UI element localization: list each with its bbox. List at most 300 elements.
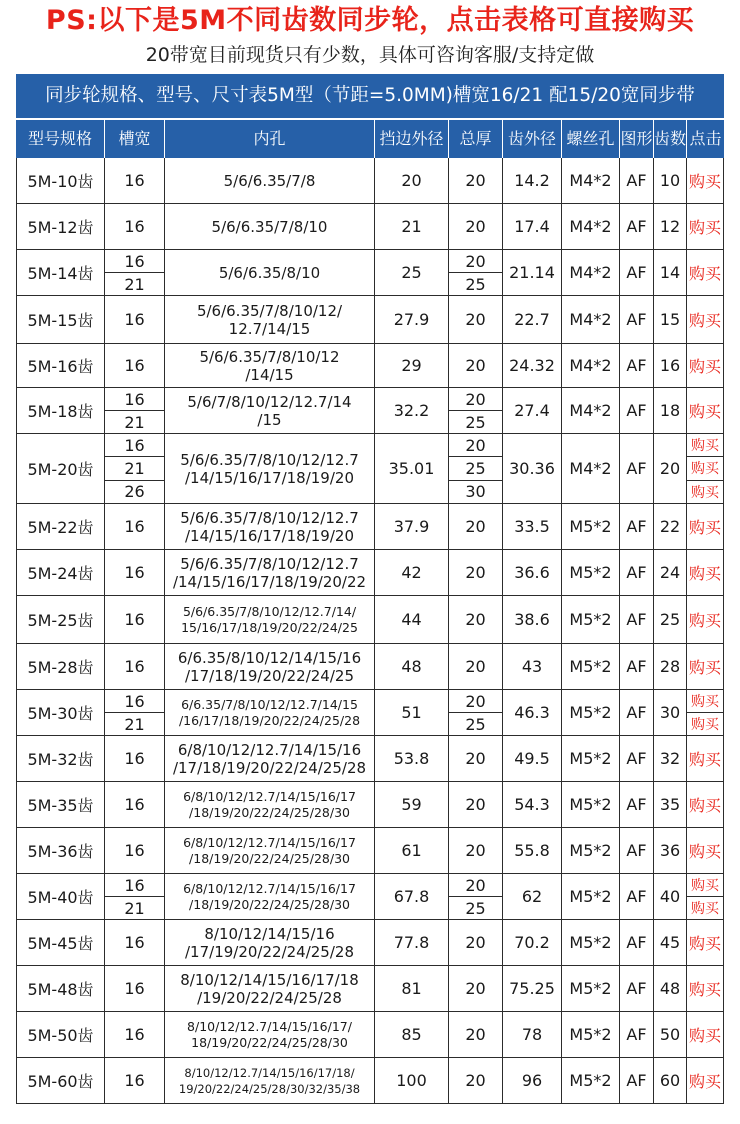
groove-cell: 16 <box>104 920 164 965</box>
thickness-cell: 20 <box>448 296 502 343</box>
teeth-cell: 30 <box>653 690 686 735</box>
od-cell: 27.4 <box>502 388 561 433</box>
thickness-cell: 20 <box>448 966 502 1011</box>
flange-cell: 48 <box>374 644 448 689</box>
shape-cell: AF <box>619 158 653 203</box>
shape-cell: AF <box>619 736 653 781</box>
flange-cell: 59 <box>374 782 448 827</box>
screw-cell: M5*2 <box>561 1058 619 1103</box>
table-row <box>16 690 724 736</box>
groove-cell-group <box>104 434 164 503</box>
bore-line: 6/6.35/7/8/10/12/12.7/14/15 <box>181 696 358 712</box>
header-buy: 点击 <box>686 120 724 158</box>
flange-cell: 53.8 <box>374 736 448 781</box>
groove-cell: 16 <box>104 644 164 689</box>
bore-line: /18/19/20/22/24/25/28/30 <box>189 896 350 912</box>
bore-line: 6/6.35/8/10/12/14/15/16 <box>177 648 362 667</box>
groove-cell: 21 <box>105 456 164 479</box>
buy-link[interactable]: 购买 <box>686 828 724 873</box>
thickness-cell: 20 <box>448 204 502 249</box>
table-row <box>16 596 724 644</box>
groove-cell: 16 <box>124 389 145 409</box>
od-cell: 38.6 <box>502 596 561 643</box>
buy-link[interactable]: 购买 <box>691 878 719 894</box>
groove-cell: 16 <box>124 251 145 271</box>
groove-cell: 16 <box>124 875 145 895</box>
screw-cell: M5*2 <box>561 782 619 827</box>
teeth-cell: 25 <box>653 596 686 643</box>
groove-cell: 16 <box>104 296 164 343</box>
groove-cell: 16 <box>104 1012 164 1057</box>
header-model: 型号规格 <box>27 129 92 148</box>
thickness-cell: 20 <box>448 344 502 387</box>
groove-cell-group <box>104 250 164 295</box>
buy-link[interactable]: 购买 <box>687 896 723 919</box>
shape-cell: AF <box>619 434 653 503</box>
od-cell: 30.36 <box>502 434 561 503</box>
bore-line: /17/18/19/20/22/24/25 <box>185 666 354 685</box>
screw-cell: M4*2 <box>561 296 619 343</box>
table-banner: 同步轮规格、型号、尺寸表5M型（节距=5.0MM)槽宽16/21 配15/20宽同步带 <box>16 74 724 118</box>
flange-cell: 25 <box>374 250 448 295</box>
groove-cell: 16 <box>104 966 164 1011</box>
bore-line: 5/6/6.35/7/8/10/12/ <box>196 301 343 320</box>
buy-link[interactable]: 购买 <box>686 550 724 595</box>
od-cell: 17.4 <box>502 204 561 249</box>
groove-cell: 16 <box>124 691 145 711</box>
thickness-cell: 20 <box>448 1058 502 1103</box>
model-cell: 5M-30齿 <box>16 690 104 735</box>
flange-cell: 44 <box>374 596 448 643</box>
buy-link[interactable]: 购买 <box>686 596 724 643</box>
screw-cell: M4*2 <box>561 434 619 503</box>
flange-cell: 29 <box>374 344 448 387</box>
screw-cell: M5*2 <box>561 828 619 873</box>
thickness-cell: 20 <box>465 691 486 711</box>
groove-cell: 16 <box>104 550 164 595</box>
flange-cell: 42 <box>374 550 448 595</box>
flange-cell: 61 <box>374 828 448 873</box>
bore-line: /18/19/20/22/24/25/28/30 <box>189 850 350 866</box>
bore-line: 5/6/7/8/10/12/12.7/14 <box>187 392 352 411</box>
table-row <box>16 644 724 690</box>
thickness-cell: 25 <box>449 456 502 479</box>
header-shape: 图形 <box>619 120 653 158</box>
model-cell: 5M-25齿 <box>16 596 104 643</box>
flange-cell: 20 <box>374 158 448 203</box>
od-cell: 54.3 <box>502 782 561 827</box>
shape-cell: AF <box>619 296 653 343</box>
bore-cell <box>164 344 374 387</box>
shape-cell: AF <box>619 250 653 295</box>
shape-cell: AF <box>619 596 653 643</box>
shape-cell: AF <box>619 388 653 433</box>
od-cell: 78 <box>502 1012 561 1057</box>
flange-cell: 27.9 <box>374 296 448 343</box>
bore-line: /14/15 <box>245 365 294 384</box>
thickness-cell: 20 <box>448 782 502 827</box>
bore-line: 5/6/6.35/8/10 <box>218 263 321 282</box>
groove-cell: 16 <box>104 344 164 387</box>
table-row <box>16 1058 724 1104</box>
table-row <box>16 344 724 388</box>
thickness-cell: 20 <box>448 550 502 595</box>
groove-cell: 21 <box>105 410 164 433</box>
thickness-cell: 20 <box>448 1012 502 1057</box>
teeth-cell: 50 <box>653 1012 686 1057</box>
thickness-cell: 20 <box>448 920 502 965</box>
bore-line: 18/19/20/22/24/25/28/30 <box>191 1034 348 1050</box>
bore-cell <box>164 920 374 965</box>
bore-cell <box>164 388 374 433</box>
header-od: 齿外径 <box>502 120 561 158</box>
screw-cell: M5*2 <box>561 504 619 549</box>
teeth-cell: 32 <box>653 736 686 781</box>
model-cell: 5M-18齿 <box>16 388 104 433</box>
thickness-cell: 20 <box>448 736 502 781</box>
shape-cell: AF <box>619 874 653 919</box>
od-cell: 46.3 <box>502 690 561 735</box>
flange-cell: 85 <box>374 1012 448 1057</box>
model-cell: 5M-50齿 <box>16 1012 104 1057</box>
table-row <box>16 1012 724 1058</box>
thickness-cell-group <box>448 434 502 503</box>
buy-link[interactable]: 购买 <box>686 1058 724 1103</box>
bore-cell <box>164 204 374 249</box>
buy-link[interactable]: 购买 <box>687 456 723 479</box>
buy-link[interactable]: 购买 <box>687 480 723 503</box>
od-cell: 62 <box>502 874 561 919</box>
screw-cell: M5*2 <box>561 550 619 595</box>
teeth-cell: 40 <box>653 874 686 919</box>
bore-cell <box>164 828 374 873</box>
od-cell: 33.5 <box>502 504 561 549</box>
bore-cell <box>164 550 374 595</box>
groove-cell-group <box>104 874 164 919</box>
bore-cell <box>164 596 374 643</box>
table-header-row <box>16 118 724 158</box>
bore-line: 5/6/6.35/7/8/10/12/12.7 <box>180 508 359 527</box>
thickness-cell: 30 <box>449 480 502 503</box>
flange-cell: 21 <box>374 204 448 249</box>
groove-cell: 21 <box>105 896 164 919</box>
thickness-cell: 25 <box>449 410 502 433</box>
thickness-cell: 20 <box>465 251 486 271</box>
table-row <box>16 550 724 596</box>
screw-cell: M5*2 <box>561 690 619 735</box>
od-cell: 24.32 <box>502 344 561 387</box>
shape-cell: AF <box>619 1012 653 1057</box>
model-cell: 5M-22齿 <box>16 504 104 549</box>
thickness-cell: 25 <box>449 896 502 919</box>
screw-cell: M4*2 <box>561 158 619 203</box>
flange-cell: 67.8 <box>374 874 448 919</box>
buy-link[interactable]: 购买 <box>686 736 724 781</box>
model-cell: 5M-35齿 <box>16 782 104 827</box>
groove-cell: 16 <box>104 204 164 249</box>
shape-cell: AF <box>619 782 653 827</box>
groove-cell: 16 <box>104 158 164 203</box>
bore-line: /14/15/16/17/18/19/20 <box>185 468 354 487</box>
header-thickness: 总厚 <box>448 120 502 158</box>
shape-cell: AF <box>619 504 653 549</box>
thickness-cell: 20 <box>448 504 502 549</box>
bore-cell <box>164 690 374 735</box>
bore-cell <box>164 644 374 689</box>
bore-line: 8/10/12/14/15/16 <box>204 924 335 943</box>
table-row <box>16 828 724 874</box>
teeth-cell: 10 <box>653 158 686 203</box>
groove-cell: 16 <box>104 782 164 827</box>
bore-line: 6/8/10/12/12.7/14/15/16/17 <box>183 880 356 896</box>
groove-cell-group <box>104 690 164 735</box>
header-groove: 槽宽 <box>104 120 164 158</box>
od-cell: 21.14 <box>502 250 561 295</box>
header-screw: 螺丝孔 <box>561 120 619 158</box>
thickness-cell-group <box>448 250 502 295</box>
flange-cell: 100 <box>374 1058 448 1103</box>
shape-cell: AF <box>619 644 653 689</box>
flange-cell: 32.2 <box>374 388 448 433</box>
groove-cell: 16 <box>104 504 164 549</box>
shape-cell: AF <box>619 344 653 387</box>
table-row <box>16 388 724 434</box>
bore-cell <box>164 158 374 203</box>
screw-cell: M5*2 <box>561 966 619 1011</box>
teeth-cell: 60 <box>653 1058 686 1103</box>
buy-link-group <box>686 690 724 735</box>
model-cell: 5M-60齿 <box>16 1058 104 1103</box>
buy-link-group <box>686 434 724 503</box>
bore-line: 15/16/17/18/19/20/22/24/25 <box>181 619 358 635</box>
shape-cell: AF <box>619 550 653 595</box>
buy-link-group <box>686 874 724 919</box>
bore-cell <box>164 966 374 1011</box>
shape-cell: AF <box>619 966 653 1011</box>
table-row <box>16 736 724 782</box>
thickness-cell: 20 <box>448 596 502 643</box>
od-cell: 70.2 <box>502 920 561 965</box>
table-row <box>16 158 724 204</box>
shape-cell: AF <box>619 1058 653 1103</box>
shape-cell: AF <box>619 828 653 873</box>
od-cell: 36.6 <box>502 550 561 595</box>
bore-line: /14/15/16/17/18/19/20 <box>185 526 354 545</box>
spec-table <box>16 74 724 1122</box>
table-row <box>16 204 724 250</box>
teeth-cell: 24 <box>653 550 686 595</box>
model-cell: 5M-16齿 <box>16 344 104 387</box>
thickness-cell-group <box>448 388 502 433</box>
groove-cell: 16 <box>104 736 164 781</box>
table-row <box>16 966 724 1012</box>
table-row <box>16 434 724 504</box>
buy-link[interactable]: 购买 <box>686 504 724 549</box>
model-cell: 5M-40齿 <box>16 874 104 919</box>
model-cell: 5M-10齿 <box>16 158 104 203</box>
teeth-cell: 16 <box>653 344 686 387</box>
table-row <box>16 874 724 920</box>
od-cell: 55.8 <box>502 828 561 873</box>
bore-cell <box>164 782 374 827</box>
bore-cell <box>164 1058 374 1103</box>
header-flange: 挡边外径 <box>374 120 448 158</box>
screw-cell: M4*2 <box>561 344 619 387</box>
teeth-cell: 12 <box>653 204 686 249</box>
bore-line: 8/10/12/14/15/16/17/18 <box>180 970 359 989</box>
buy-link[interactable]: 购买 <box>686 296 724 343</box>
table-row <box>16 920 724 966</box>
teeth-cell: 14 <box>653 250 686 295</box>
teeth-cell: 18 <box>653 388 686 433</box>
header-bore: 内孔 <box>164 120 374 158</box>
teeth-cell: 15 <box>653 296 686 343</box>
buy-link[interactable]: 购买 <box>686 344 724 387</box>
model-cell: 5M-28齿 <box>16 644 104 689</box>
thickness-cell: 25 <box>449 272 502 295</box>
buy-link[interactable]: 购买 <box>691 438 719 455</box>
thickness-cell: 20 <box>465 389 486 409</box>
header-teeth: 齿数 <box>653 120 686 158</box>
groove-cell: 21 <box>105 712 164 735</box>
screw-cell: M5*2 <box>561 644 619 689</box>
bore-line: 5/6/6.35/7/8/10/12 <box>199 347 340 366</box>
thickness-cell: 20 <box>448 644 502 689</box>
thickness-cell: 25 <box>449 712 502 735</box>
bore-line: /18/19/20/22/24/25/28/30 <box>189 804 350 820</box>
thickness-cell: 20 <box>465 435 486 455</box>
screw-cell: M5*2 <box>561 596 619 643</box>
screw-cell: M4*2 <box>561 388 619 433</box>
bore-line: 5/6/6.35/7/8/10/12/12.7 <box>180 450 359 469</box>
screw-cell: M4*2 <box>561 204 619 249</box>
bore-line: /15 <box>257 410 282 429</box>
bore-line: 12.7/14/15 <box>228 319 311 338</box>
bore-line: /14/15/16/17/18/19/20/22 <box>172 572 367 591</box>
flange-cell: 81 <box>374 966 448 1011</box>
buy-link[interactable]: 购买 <box>691 694 719 710</box>
bore-line: 5/6/6.35/7/8/10 <box>211 217 328 236</box>
bore-cell <box>164 296 374 343</box>
screw-cell: M5*2 <box>561 874 619 919</box>
bore-line: /19/20/22/24/25/28 <box>197 988 342 1007</box>
screw-cell: M5*2 <box>561 1012 619 1057</box>
bore-line: 5/6/6.35/7/8/10/12/12.7/14/ <box>182 603 357 619</box>
od-cell: 75.25 <box>502 966 561 1011</box>
flange-cell: 51 <box>374 690 448 735</box>
bore-line: /17/18/19/20/22/24/25/28 <box>172 758 367 777</box>
buy-link[interactable]: 购买 <box>686 644 724 689</box>
table-row <box>16 782 724 828</box>
flange-cell: 77.8 <box>374 920 448 965</box>
thickness-cell: 20 <box>448 158 502 203</box>
bore-line: 5/6/6.35/7/8 <box>223 171 316 190</box>
buy-link[interactable]: 购买 <box>686 920 724 965</box>
buy-link[interactable]: 购买 <box>686 158 724 203</box>
od-cell: 43 <box>502 644 561 689</box>
od-cell: 14.2 <box>502 158 561 203</box>
model-cell: 5M-14齿 <box>16 250 104 295</box>
model-cell: 5M-12齿 <box>16 204 104 249</box>
bore-cell <box>164 1012 374 1057</box>
model-cell: 5M-48齿 <box>16 966 104 1011</box>
model-cell: 5M-36齿 <box>16 828 104 873</box>
table-row <box>16 504 724 550</box>
bore-line: 19/20/22/24/25/28/30/32/35/38 <box>178 1081 361 1096</box>
od-cell: 49.5 <box>502 736 561 781</box>
bore-cell <box>164 736 374 781</box>
page-title: PS:以下是5M不同齿数同步轮，点击表格可直接购买 <box>45 5 695 36</box>
od-cell: 96 <box>502 1058 561 1103</box>
teeth-cell: 45 <box>653 920 686 965</box>
bore-cell <box>164 504 374 549</box>
table-row <box>16 250 724 296</box>
bore-cell <box>164 434 374 503</box>
thickness-cell-group <box>448 874 502 919</box>
groove-cell: 16 <box>124 435 145 455</box>
buy-link[interactable]: 购买 <box>687 712 723 735</box>
od-cell: 22.7 <box>502 296 561 343</box>
groove-cell: 16 <box>104 828 164 873</box>
screw-cell: M5*2 <box>561 736 619 781</box>
teeth-cell: 22 <box>653 504 686 549</box>
bore-cell <box>164 874 374 919</box>
groove-cell-group <box>104 388 164 433</box>
bore-line: 6/8/10/12/12.7/14/15/16/17 <box>183 834 356 850</box>
thickness-cell: 20 <box>465 875 486 895</box>
model-cell: 5M-15齿 <box>16 296 104 343</box>
buy-link[interactable]: 购买 <box>686 782 724 827</box>
model-cell: 5M-45齿 <box>16 920 104 965</box>
teeth-cell: 35 <box>653 782 686 827</box>
bore-line: 6/8/10/12/12.7/14/15/16 <box>177 740 362 759</box>
screw-cell: M4*2 <box>561 250 619 295</box>
teeth-cell: 28 <box>653 644 686 689</box>
model-cell: 5M-20齿 <box>16 434 104 503</box>
bore-line: /17/19/20/22/24/25/28 <box>185 942 354 961</box>
bore-line: /16/17/18/19/20/22/24/25/28 <box>178 712 361 728</box>
shape-cell: AF <box>619 690 653 735</box>
page-subtitle: 20带宽目前现货只有少数，具体可咨询客服/支持定做 <box>145 44 595 66</box>
teeth-cell: 36 <box>653 828 686 873</box>
buy-link[interactable]: 购买 <box>686 204 724 249</box>
table-row <box>16 296 724 344</box>
teeth-cell: 48 <box>653 966 686 1011</box>
buy-link[interactable]: 购买 <box>686 388 724 433</box>
groove-cell: 21 <box>105 272 164 295</box>
bore-cell <box>164 250 374 295</box>
bore-line: 6/8/10/12/12.7/14/15/16/17 <box>183 788 356 804</box>
screw-cell: M5*2 <box>561 920 619 965</box>
groove-cell: 16 <box>104 596 164 643</box>
bore-line: 8/10/12/12.7/14/15/16/17/18/ <box>184 1065 355 1080</box>
flange-cell: 35.01 <box>374 434 448 503</box>
bore-line: 8/10/12/12.7/14/15/16/17/ <box>187 1018 352 1034</box>
model-cell: 5M-24齿 <box>16 550 104 595</box>
thickness-cell: 20 <box>448 828 502 873</box>
teeth-cell: 20 <box>653 434 686 503</box>
buy-link[interactable]: 购买 <box>686 966 724 1011</box>
groove-cell: 26 <box>105 480 164 503</box>
model-cell: 5M-32齿 <box>16 736 104 781</box>
shape-cell: AF <box>619 920 653 965</box>
buy-link[interactable]: 购买 <box>686 250 724 295</box>
bore-line: 5/6/6.35/7/8/10/12/12.7 <box>180 554 359 573</box>
groove-cell: 16 <box>104 1058 164 1103</box>
buy-link[interactable]: 购买 <box>686 1012 724 1057</box>
shape-cell: AF <box>619 204 653 249</box>
thickness-cell-group <box>448 690 502 735</box>
